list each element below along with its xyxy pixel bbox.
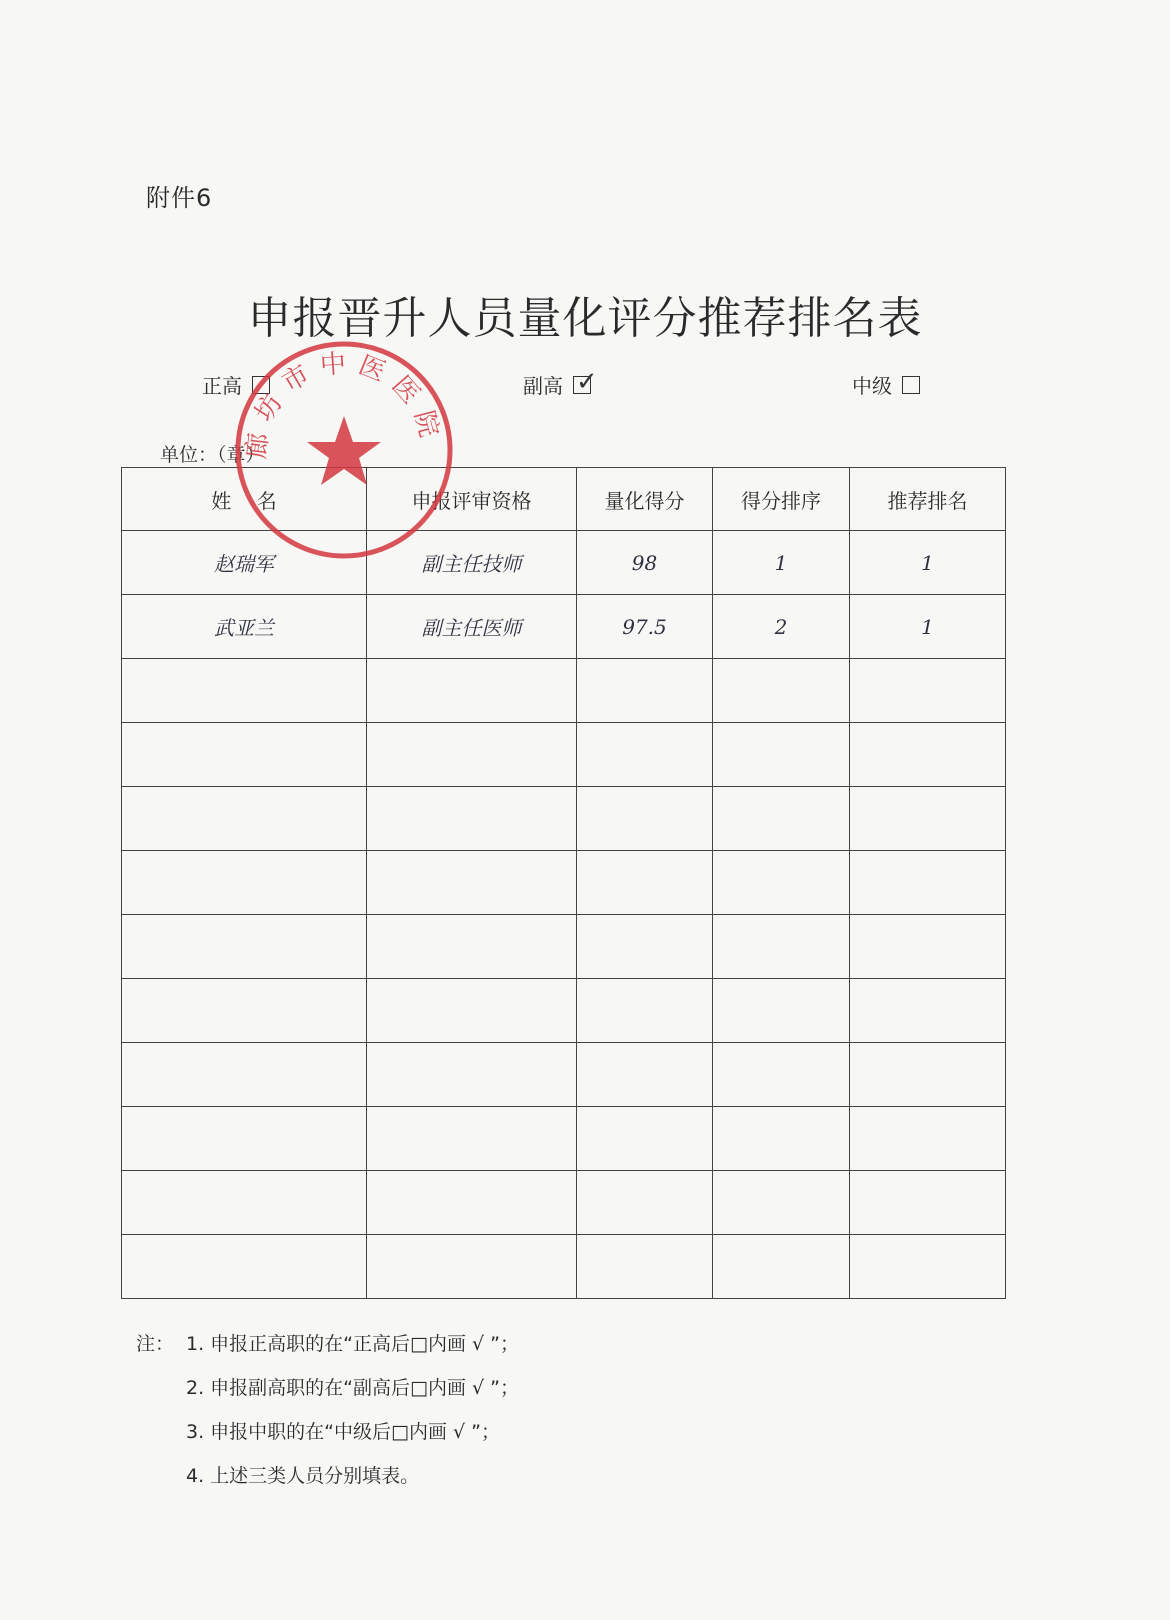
table-row [122, 787, 1006, 851]
empty-cell [713, 979, 850, 1043]
empty-cell [850, 1107, 1006, 1171]
empty-cell [122, 1235, 367, 1299]
empty-cell [367, 979, 577, 1043]
level-fugao [523, 366, 598, 399]
empty-cell [367, 1043, 577, 1107]
cell-recommend-rank: 1 [850, 531, 1006, 595]
empty-cell [122, 723, 367, 787]
empty-cell [713, 1171, 850, 1235]
empty-cell [850, 659, 1006, 723]
empty-cell [713, 659, 850, 723]
empty-cell [850, 787, 1006, 851]
table-row [122, 595, 1006, 659]
header-recommend-rank: 推荐排名 [850, 468, 1006, 531]
empty-cell [577, 979, 713, 1043]
empty-cell [713, 1043, 850, 1107]
seal-text: 廊坊市中医医院 [241, 348, 447, 461]
empty-cell [367, 659, 577, 723]
level-zhenggao-label: 正高 [202, 374, 242, 398]
table-row [122, 915, 1006, 979]
level-zhongji-label: 中级 [852, 374, 892, 398]
cell-score: 98 [577, 531, 713, 595]
empty-cell [122, 1043, 367, 1107]
empty-cell [122, 787, 367, 851]
empty-cell [577, 851, 713, 915]
notes [136, 1322, 519, 1498]
empty-cell [713, 851, 850, 915]
empty-cell [713, 1235, 850, 1299]
empty-cell [850, 851, 1006, 915]
cell-qualification: 副主任技师 [367, 531, 577, 595]
header-score: 量化得分 [577, 468, 713, 531]
unit-label: 单位：（章） [160, 444, 265, 466]
empty-cell [577, 1043, 713, 1107]
ranking-table [121, 467, 1006, 1299]
empty-cell [577, 1171, 713, 1235]
table-row [122, 1107, 1006, 1171]
empty-cell [122, 1107, 367, 1171]
empty-cell [850, 979, 1006, 1043]
cell-qualification: 副主任医师 [367, 595, 577, 659]
table-row [122, 1171, 1006, 1235]
header-score-rank: 得分排序 [713, 468, 850, 531]
empty-cell [577, 1235, 713, 1299]
empty-cell [367, 1235, 577, 1299]
empty-cell [850, 915, 1006, 979]
cell-score-rank: 1 [713, 531, 850, 595]
header-name: 姓 名 [122, 468, 367, 531]
attachment-label: 附件6 [146, 184, 213, 212]
cell-name: 武亚兰 [122, 595, 367, 659]
empty-cell [122, 659, 367, 723]
table-row [122, 1235, 1006, 1299]
empty-cell [122, 1171, 367, 1235]
empty-cell [577, 915, 713, 979]
empty-cell [713, 1107, 850, 1171]
level-zhongji-checkbox [902, 376, 920, 394]
empty-cell [850, 1171, 1006, 1235]
table-row [122, 659, 1006, 723]
empty-cell [577, 1107, 713, 1171]
empty-cell [850, 1043, 1006, 1107]
empty-cell [367, 723, 577, 787]
empty-cell [713, 787, 850, 851]
empty-cell [850, 1235, 1006, 1299]
header-qualification: 申报评审资格 [367, 468, 577, 531]
empty-cell [367, 851, 577, 915]
page-title: 申报晋升人员量化评分推荐排名表 [247, 293, 923, 344]
level-fugao-label: 副高 [523, 374, 563, 398]
level-fugao-checkbox [573, 366, 598, 397]
empty-cell [122, 851, 367, 915]
note-item: 3. 申报中职的在“中级后□内画 √ ”； [186, 1421, 500, 1443]
level-zhenggao-checkbox [252, 376, 270, 394]
table-row [122, 723, 1006, 787]
table-header-row [122, 468, 1006, 531]
level-zhongji [852, 370, 920, 399]
empty-cell [367, 915, 577, 979]
empty-cell [577, 659, 713, 723]
empty-cell [577, 787, 713, 851]
cell-name: 赵瑞军 [122, 531, 367, 595]
note-item: 1. 申报正高职的在“正高后□内画 √ ”； [186, 1333, 519, 1355]
empty-cell [122, 915, 367, 979]
empty-cell [713, 915, 850, 979]
empty-cell [850, 723, 1006, 787]
empty-cell [122, 979, 367, 1043]
cell-score-rank: 2 [713, 595, 850, 659]
empty-cell [713, 723, 850, 787]
empty-cell [367, 787, 577, 851]
empty-cell [577, 723, 713, 787]
level-zhenggao [202, 370, 270, 399]
table-row [122, 531, 1006, 595]
notes-label: 注： [136, 1333, 175, 1355]
empty-cell [367, 1107, 577, 1171]
table-row [122, 1043, 1006, 1107]
table-row [122, 851, 1006, 915]
table-row [122, 979, 1006, 1043]
cell-score: 97.5 [577, 595, 713, 659]
note-item: 2. 申报副高职的在“副高后□内画 √ ”； [186, 1377, 519, 1399]
cell-recommend-rank: 1 [850, 595, 1006, 659]
empty-cell [367, 1171, 577, 1235]
note-item: 4. 上述三类人员分别填表。 [186, 1465, 420, 1487]
checkmark-icon: ✓ [576, 366, 598, 397]
